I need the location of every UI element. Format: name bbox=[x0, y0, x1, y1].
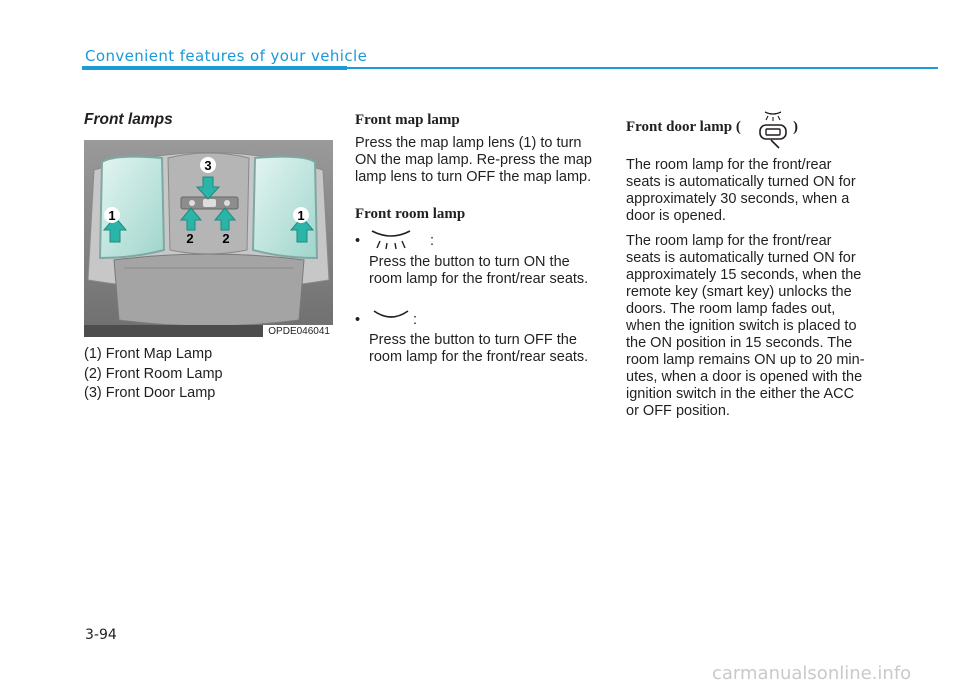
room-on-colon: : bbox=[430, 233, 435, 249]
room-off-text: Press the button to turn OFF the room lamp for the front/rear seats. bbox=[369, 332, 589, 365]
console-drawing bbox=[84, 140, 333, 337]
front-door-lamp-title-close: ) bbox=[793, 119, 798, 135]
front-door-lamp-title: Front door lamp ( bbox=[626, 119, 741, 135]
header-rule-thick bbox=[82, 66, 347, 70]
callout-1-right: 1 bbox=[297, 208, 305, 223]
callout-2-left: 2 bbox=[186, 231, 194, 246]
room-off-colon: : bbox=[413, 312, 418, 328]
caption-front-room-lamp: (2) Front Room Lamp bbox=[84, 365, 223, 382]
room-on-text: Press the button to turn ON the room lamp for the front/rear seats. bbox=[369, 254, 589, 287]
overhead-console-illustration bbox=[84, 140, 333, 337]
figure-caption-list bbox=[84, 346, 223, 405]
callout-3: 3 bbox=[204, 158, 212, 173]
caption-front-door-lamp: (3) Front Door Lamp bbox=[84, 385, 216, 401]
room-lamp-on-icon bbox=[368, 228, 414, 250]
section-header-title: Convenient features of your vehicle bbox=[85, 47, 368, 65]
callout-1-left: 1 bbox=[108, 208, 116, 223]
figure-code: OPDE046041 bbox=[263, 325, 333, 337]
door-lamp-icon bbox=[757, 110, 789, 150]
bullet-room-on: • bbox=[355, 233, 361, 249]
door-lamp-paragraph-1: The room lamp for the front/rear seats is automatically turned ON for approximately 30 seconds, when a door is opened. bbox=[626, 157, 856, 224]
watermark: carmanualsonline.info bbox=[712, 663, 912, 684]
front-lamps-title: Front lamps bbox=[84, 111, 173, 128]
bullet-room-off: • bbox=[355, 312, 361, 328]
header-rule-thin bbox=[347, 67, 938, 69]
callout-2-right: 2 bbox=[222, 231, 230, 246]
caption-front-map-lamp: (1) Front Map Lamp bbox=[84, 346, 213, 362]
front-room-lamp-title: Front room lamp bbox=[355, 206, 466, 222]
room-lamp-off-icon bbox=[368, 308, 414, 324]
door-lamp-paragraph-2: The room lamp for the front/rear seats is automatically turned ON for approximately 15 seconds, when the remote key (smart key) unlocks the doors. The room lamp fades out, when the ignition switch is placed to the ON position in 15 seconds. The room lamp remains ON up to 20 min- utes, when a door is opened with the ignition switch in the either the ACC or OFF position. bbox=[626, 233, 865, 419]
page-number: 3-94 bbox=[85, 627, 117, 643]
front-map-lamp-text: Press the map lamp lens (1) to turn ON the map lamp. Re-press the map lamp lens to turn OFF the map lamp. bbox=[355, 135, 592, 185]
front-map-lamp-title: Front map lamp bbox=[355, 112, 460, 128]
